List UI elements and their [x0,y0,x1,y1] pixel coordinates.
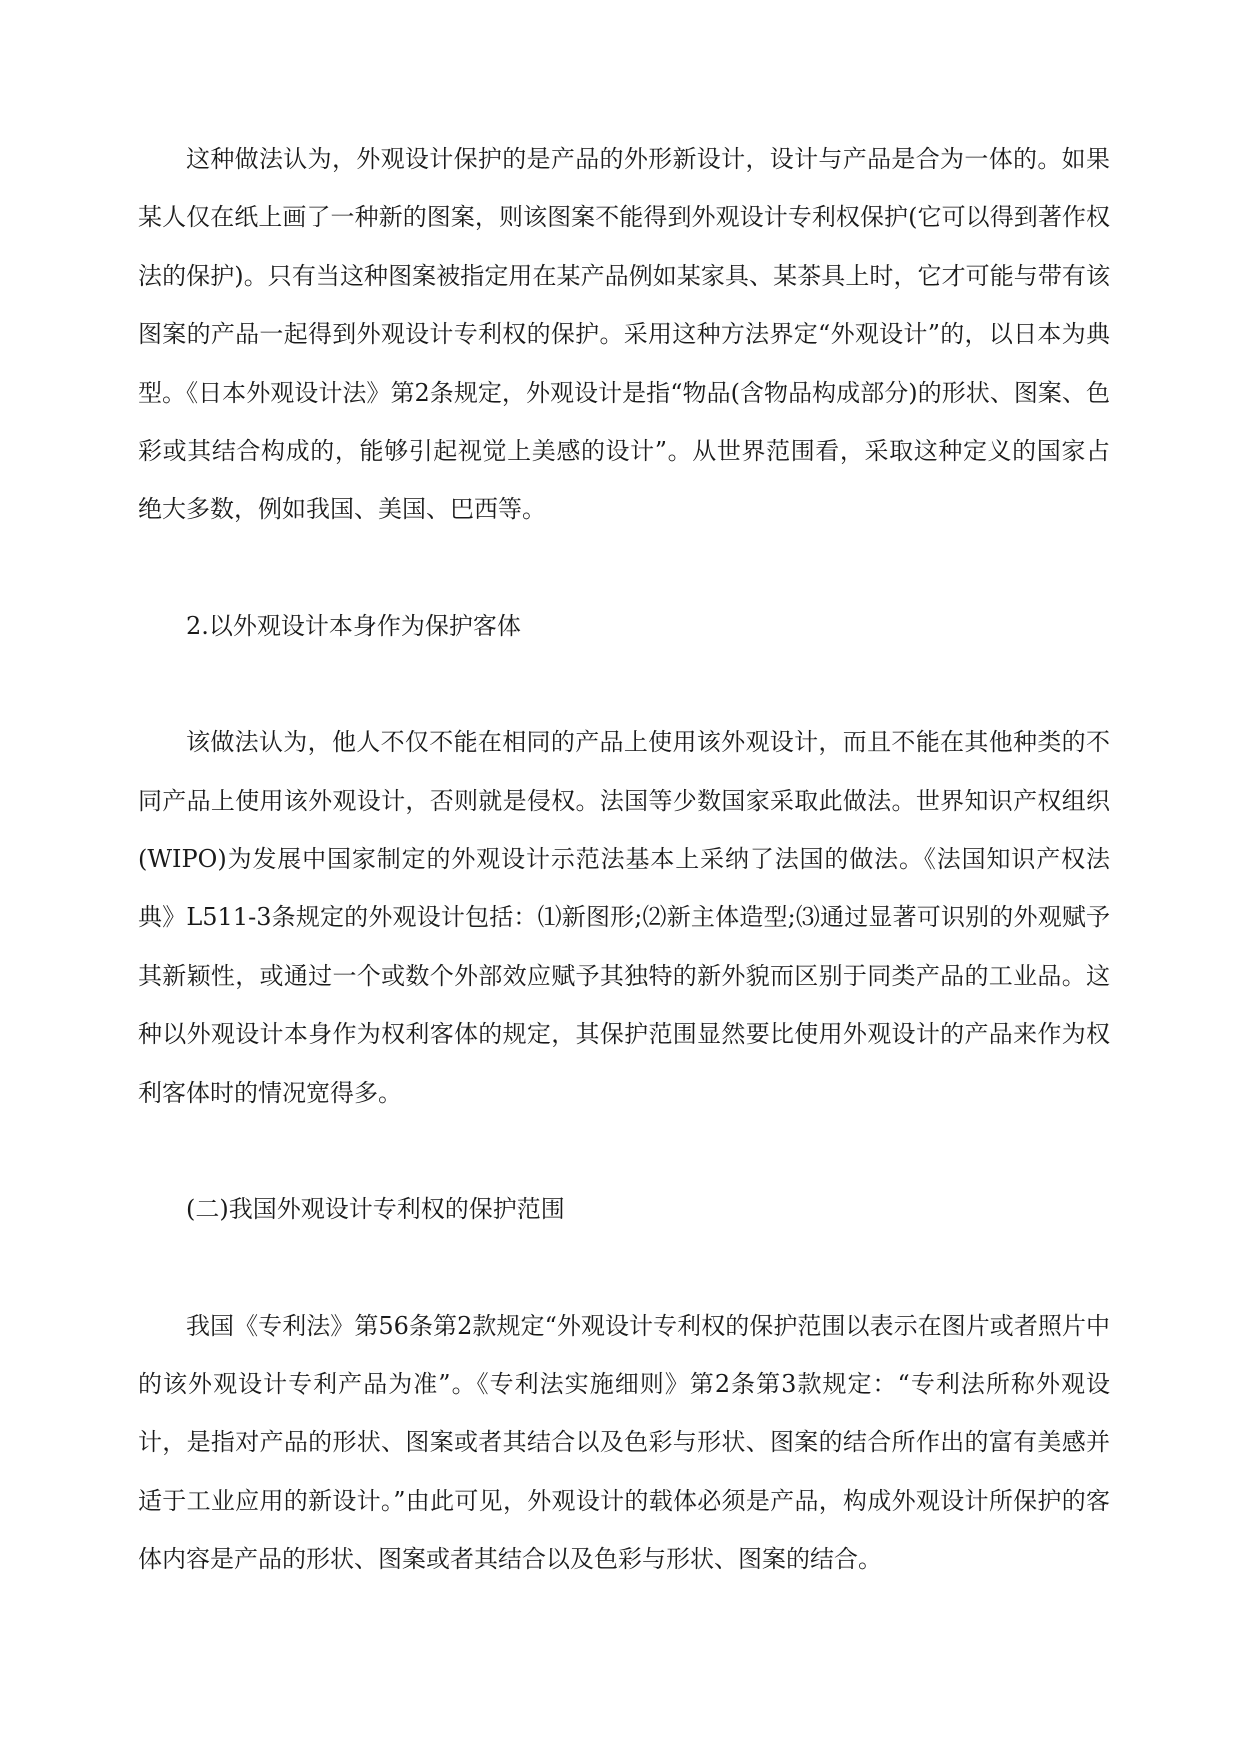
paragraph-design-itself-protection: 该做法认为，他人不仅不能在相同的产品上使用该外观设计，而且不能在其他种类的不同产品上使用该外观设计，否则就是侵权。法国等少数国家采取此做法。世界知识产权组织(WIPO)为发展中国家制定的外观设计示范法基本上采纳了法国的做法。《法国知识产权法典》L511-3条规定的外观设计包括：⑴新图形;⑵新主体造型;⑶通过显著可识别的外观赋予其新颖性，或通过一个或数个外部效应赋予其独特的新外貌而区别于同类产品的工业品。这种以外观设计本身作为权利客体的规定，其保护范围显然要比使用外观设计的产品来作为权利客体时的情况宽得多。 [138,728,1110,1107]
paragraph-china-patent-law: 我国《专利法》第56条第2款规定“外观设计专利权的保护范围以表示在图片或者照片中的该外观设计专利产品为准”。《专利法实施细则》第2条第3款规定：“专利法所称外观设计，是指对产品的形状、图案或者其结合以及色彩与形状、图案的结合所作出的富有美感并适于工业应用的新设计。”由此可见，外观设计的载体必须是产品，构成外观设计所保护的客体内容是产品的形状、图案或者其结合以及色彩与形状、图案的结合。 [138,1311,1110,1574]
section-heading-china-scope: (二)我国外观设计专利权的保护范围 [186,1195,565,1224]
section-heading-design-itself: 2.以外观设计本身作为保护客体 [186,611,521,640]
document-body [138,130,1110,1647]
paragraph-definition-product-based: 这种做法认为，外观设计保护的是产品的外形新设计，设计与产品是合为一体的。如果某人仅在纸上画了一种新的图案，则该图案不能得到外观设计专利权保护(它可以得到著作权法的保护)。只有当这种图案被指定用在某产品例如某家具、某茶具上时，它才可能与带有该图案的产品一起得到外观设计专利权的保护。采用这种方法界定“外观设计”的，以日本为典型。《日本外观设计法》第2条规定，外观设计是指“物品(含物品构成部分)的形状、图案、色彩或其结合构成的，能够引起视觉上美感的设计”。从世界范围看，采取这种定义的国家占绝大多数，例如我国、美国、巴西等。 [138,145,1110,524]
